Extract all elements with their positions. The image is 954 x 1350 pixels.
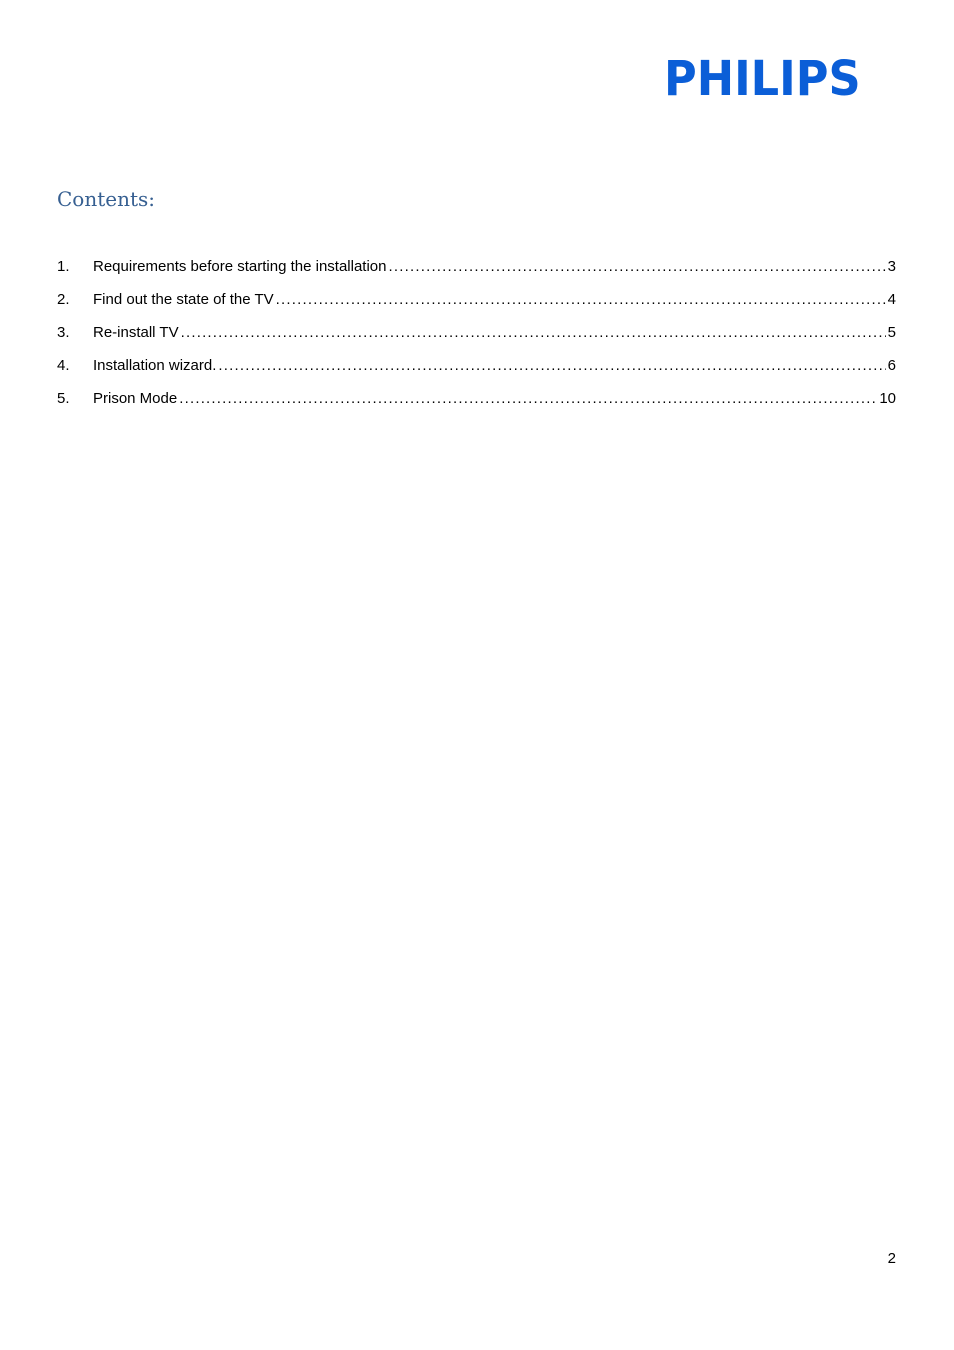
toc-entry-label[interactable]: Prison Mode — [93, 390, 178, 407]
toc-entry-page[interactable]: 3 — [887, 258, 896, 275]
toc-entry-page[interactable]: 10 — [879, 390, 896, 407]
toc-dot-leader — [218, 354, 885, 378]
toc-entry-find-state[interactable] — [57, 288, 896, 321]
toc-entry-number: 1. — [57, 258, 70, 275]
toc-dot-leader — [276, 288, 886, 312]
table-of-contents — [57, 255, 896, 420]
toc-entry-page[interactable]: 4 — [887, 291, 896, 308]
toc-entry-page[interactable]: 5 — [887, 324, 896, 341]
toc-entry-number: 2. — [57, 291, 70, 308]
toc-entry-number: 3. — [57, 324, 70, 341]
toc-entry-page[interactable]: 6 — [887, 357, 896, 374]
toc-entry-requirements[interactable] — [57, 255, 896, 288]
toc-dot-leader — [389, 255, 886, 279]
toc-entry-installation-wizard[interactable] — [57, 354, 896, 387]
toc-entry-number: 5. — [57, 390, 70, 407]
brand-wordmark: PHILIPS — [664, 51, 861, 107]
toc-entry-reinstall[interactable] — [57, 321, 896, 354]
toc-entry-label[interactable]: Find out the state of the TV — [93, 291, 274, 308]
toc-dot-leader — [179, 387, 877, 411]
toc-entry-label[interactable]: Requirements before starting the installation — [93, 258, 387, 275]
toc-entry-prison-mode[interactable] — [57, 387, 896, 420]
toc-title: Contents: — [57, 187, 156, 211]
page-number: 2 — [887, 1250, 896, 1267]
toc-entry-label[interactable]: Installation wizard. — [93, 357, 217, 374]
toc-dot-leader — [181, 321, 886, 345]
toc-entry-number: 4. — [57, 357, 70, 374]
toc-entry-label[interactable]: Re-install TV — [93, 324, 179, 341]
philips-logo — [664, 51, 897, 107]
